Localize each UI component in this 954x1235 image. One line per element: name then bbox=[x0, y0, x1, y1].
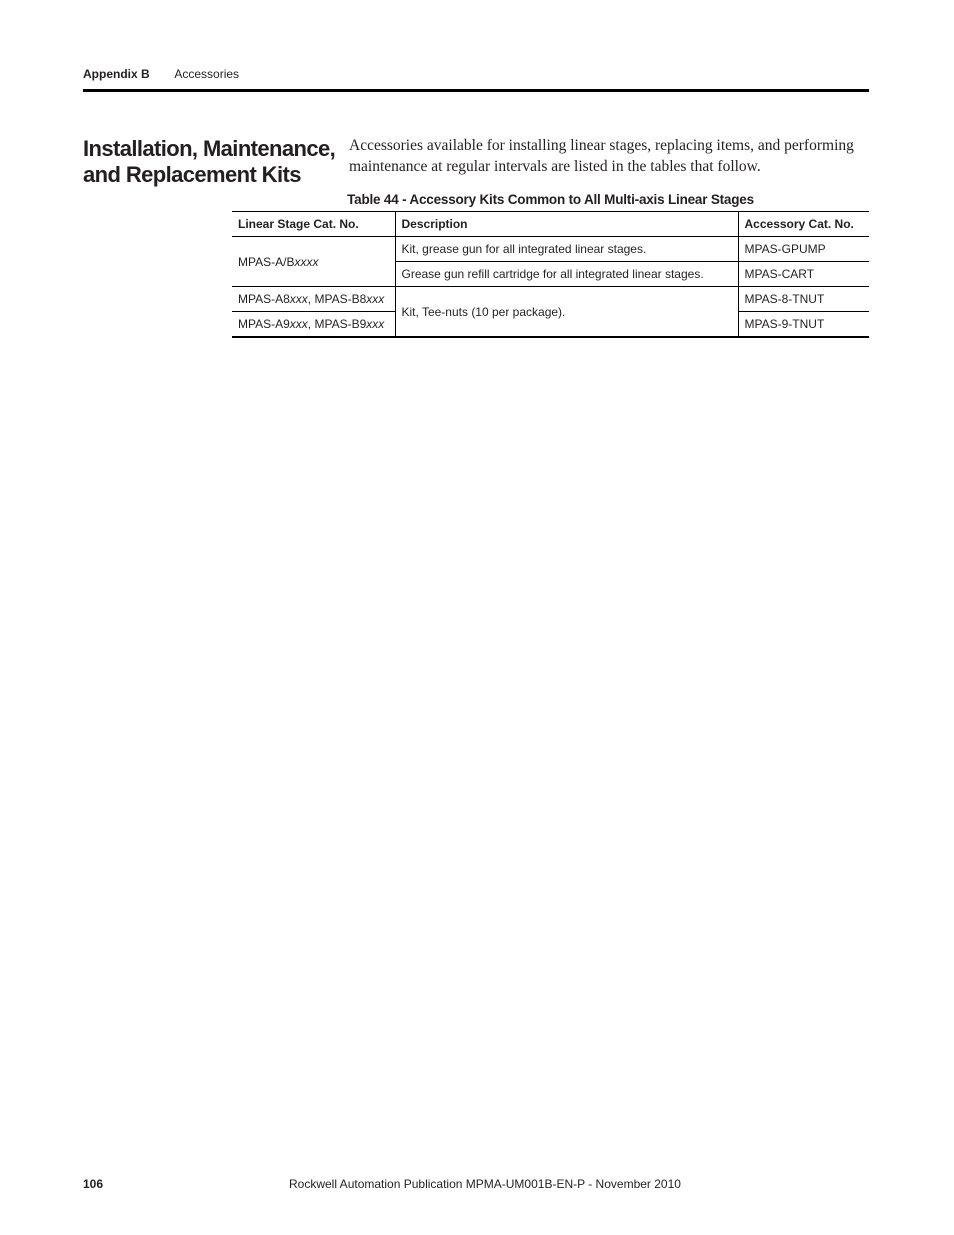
column-header-description: Description bbox=[395, 212, 738, 237]
accessory-kits-table bbox=[232, 211, 869, 338]
appendix-label: Appendix B bbox=[83, 67, 150, 81]
column-header-stage: Linear Stage Cat. No. bbox=[232, 212, 395, 237]
stage-cell: MPAS-A9xxx, MPAS-B9xxx bbox=[232, 312, 395, 338]
accessory-cell: MPAS-8-TNUT bbox=[738, 287, 869, 312]
accessory-cell: MPAS-9-TNUT bbox=[738, 312, 869, 338]
accessory-cell: MPAS-CART bbox=[738, 262, 869, 287]
description-cell: Grease gun refill cartridge for all integrated linear stages. bbox=[395, 262, 738, 287]
table-header-row bbox=[232, 212, 869, 237]
description-cell: Kit, grease gun for all integrated linear stages. bbox=[395, 237, 738, 262]
header-divider bbox=[83, 89, 869, 92]
page-number: 106 bbox=[83, 1177, 104, 1191]
intro-paragraph: Accessories available for installing linear stages, replacing items, and performing maintenance at regular intervals are listed in the tables that follow. bbox=[349, 137, 854, 175]
table-row bbox=[232, 237, 869, 262]
publication-footer: Rockwell Automation Publication MPMA-UM001B-EN-P - November 2010 bbox=[289, 1177, 681, 1191]
accessory-cell: MPAS-GPUMP bbox=[738, 237, 869, 262]
chapter-label: Accessories bbox=[174, 67, 240, 81]
running-header bbox=[83, 66, 239, 82]
table-row bbox=[232, 287, 869, 312]
table-caption: Table 44 - Accessory Kits Common to All Multi-axis Linear Stages bbox=[347, 192, 754, 207]
stage-cell: MPAS-A/Bxxxx bbox=[232, 237, 395, 287]
section-title: Installation, Maintenance, and Replacement Kits bbox=[83, 136, 336, 187]
description-cell: Kit, Tee-nuts (10 per package). bbox=[395, 287, 738, 338]
stage-cell: MPAS-A8xxx, MPAS-B8xxx bbox=[232, 287, 395, 312]
column-header-accessory: Accessory Cat. No. bbox=[738, 212, 869, 237]
